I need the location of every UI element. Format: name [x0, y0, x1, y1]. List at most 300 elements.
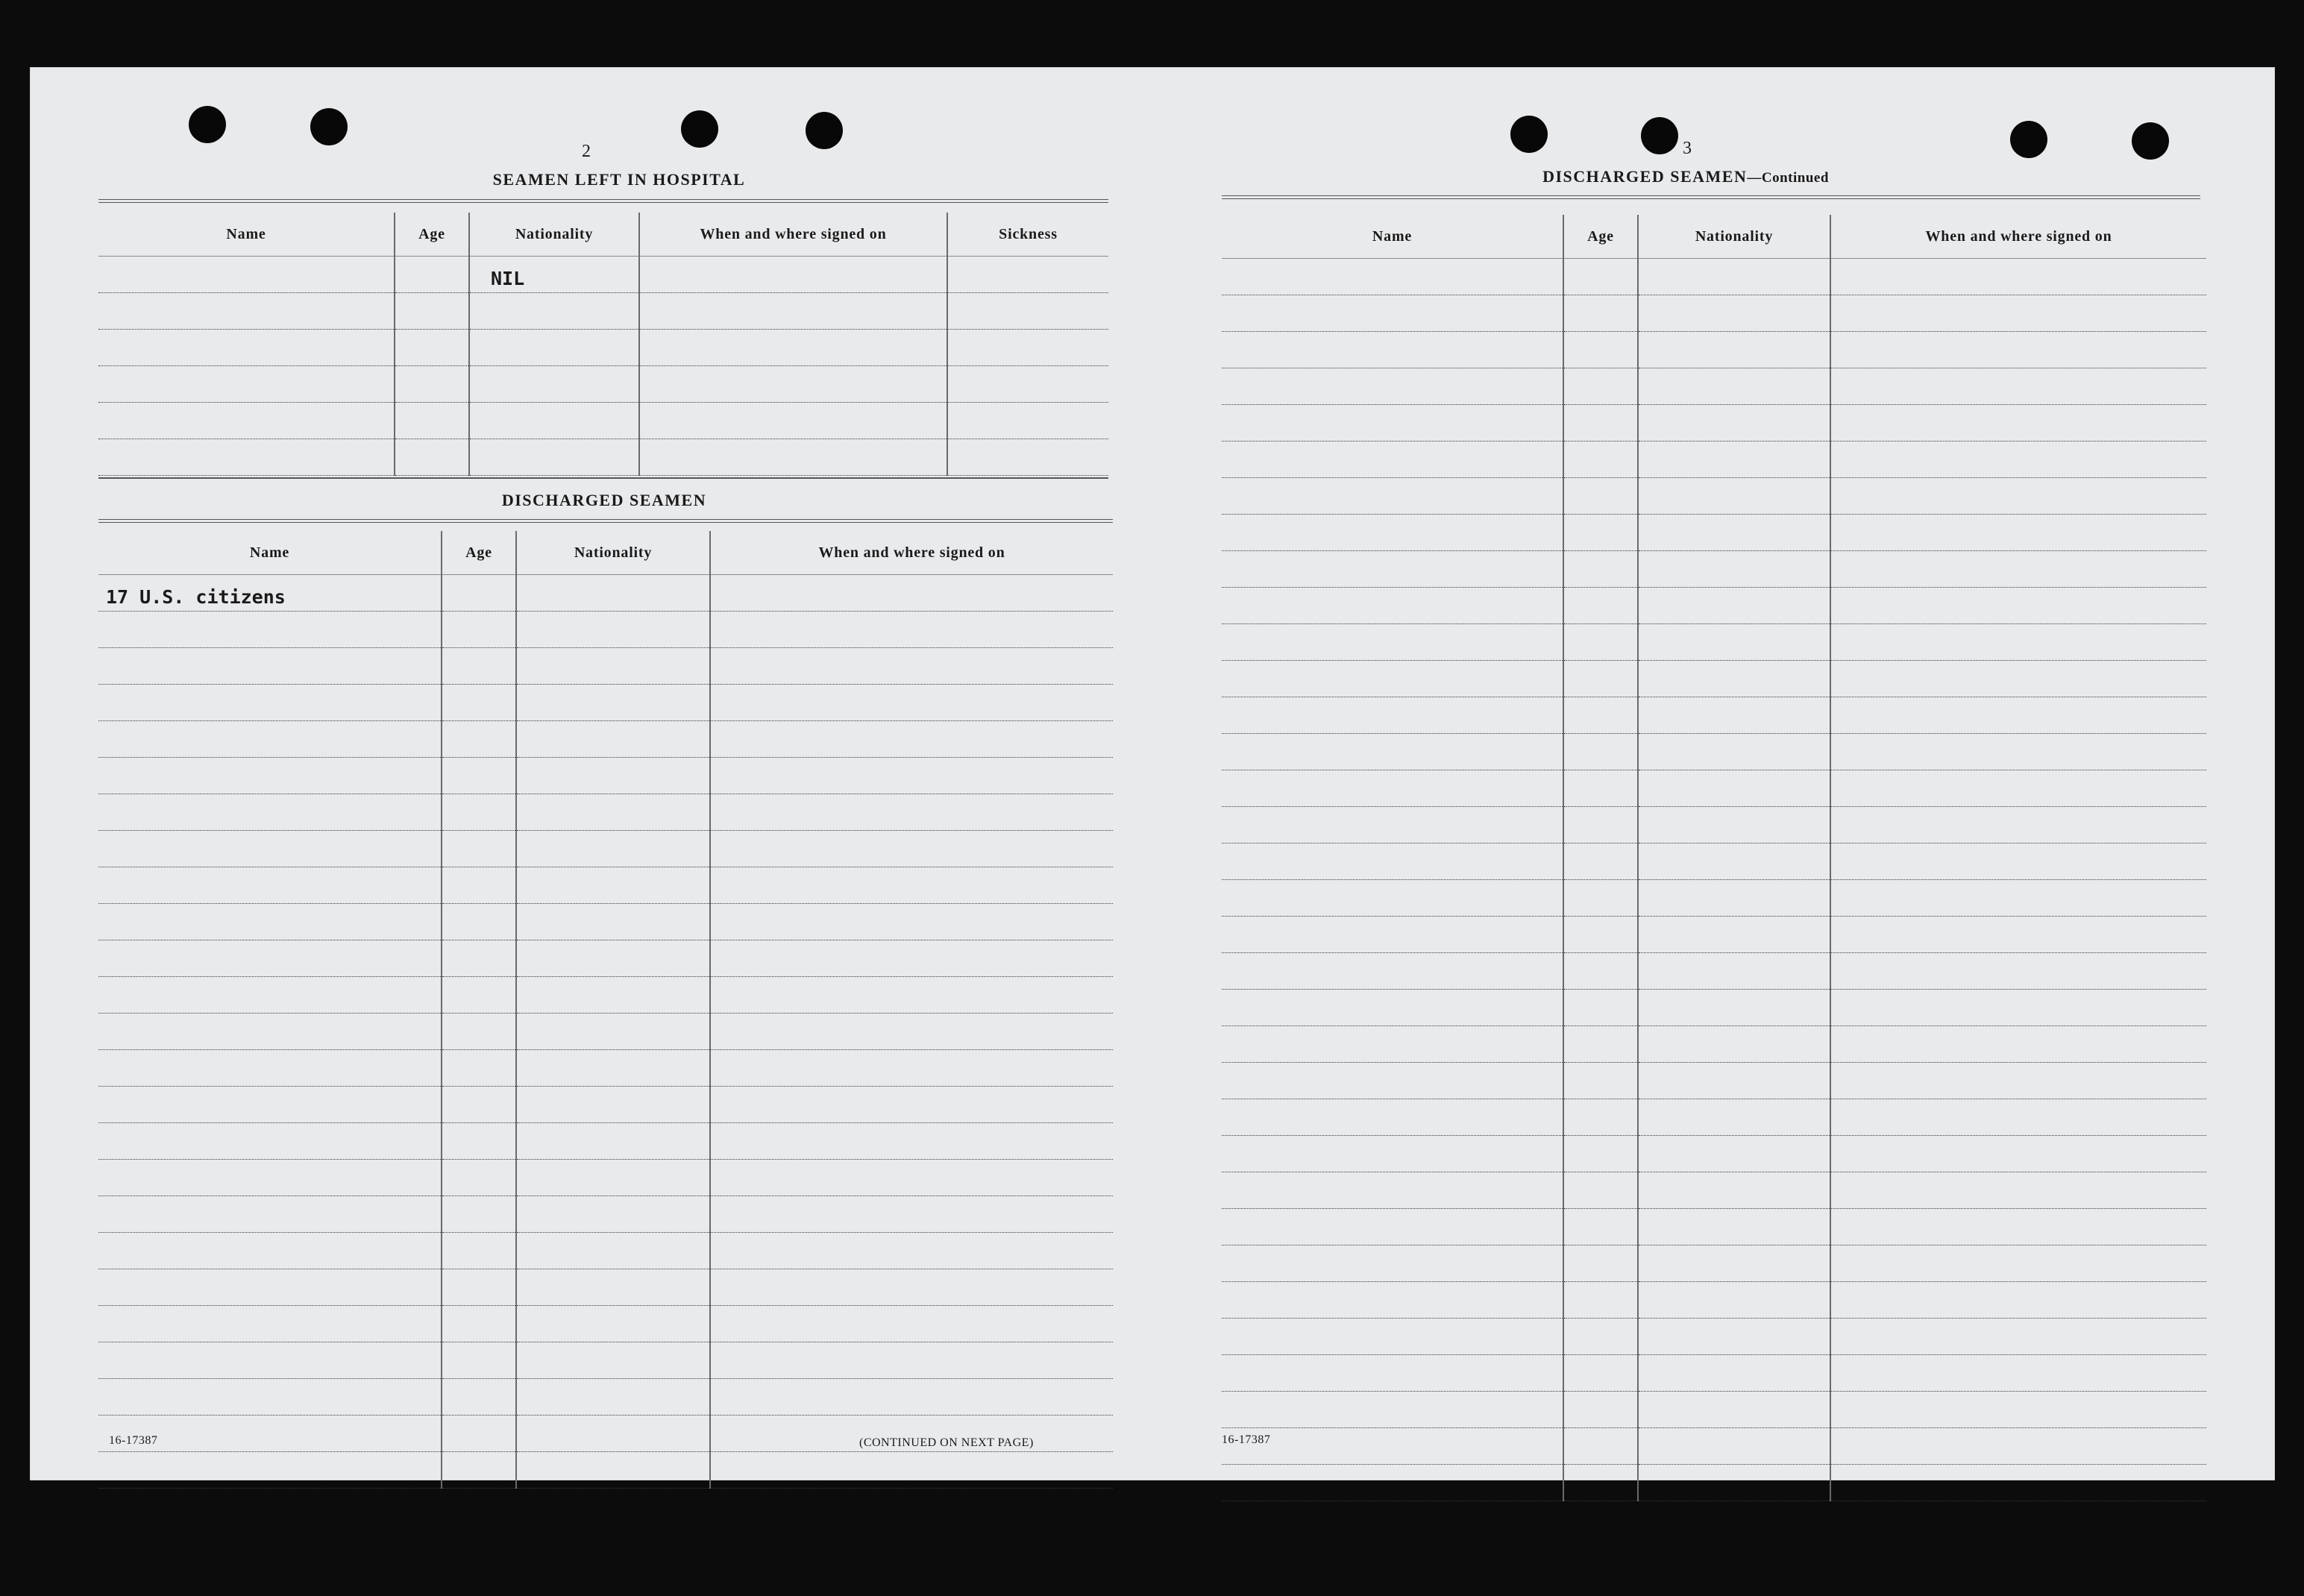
table-cell	[516, 758, 710, 794]
table-cell	[98, 1379, 442, 1416]
table-cell	[516, 1233, 710, 1269]
column-header-nationality: Nationality	[469, 213, 639, 257]
table-cell	[1563, 990, 1638, 1026]
table-cell	[516, 1196, 710, 1233]
table-cell	[1638, 1465, 1830, 1501]
table-cell	[1222, 1465, 1563, 1501]
table-cell	[98, 1452, 442, 1489]
table-cell	[639, 439, 947, 476]
table-cell	[1830, 880, 2206, 917]
column-header-signed-on: When and where signed on	[1830, 215, 2206, 259]
table-cell	[516, 1123, 710, 1160]
table-row	[1222, 1099, 2206, 1136]
table-cell	[1638, 588, 1830, 624]
table-cell	[442, 977, 516, 1014]
table-cell	[1563, 368, 1638, 405]
table-row	[1222, 515, 2206, 551]
table-cell	[1222, 1392, 1563, 1428]
table-cell	[1222, 295, 1563, 332]
table-cell	[1222, 807, 1563, 843]
table-row	[98, 1014, 1113, 1050]
table-cell	[516, 1452, 710, 1489]
table-cell	[947, 330, 1108, 366]
table-row	[98, 612, 1113, 648]
table-cell	[710, 904, 1113, 940]
page-number: 3	[1683, 139, 1692, 158]
table-cell	[98, 1160, 442, 1196]
table-cell	[442, 1379, 516, 1416]
column-header-nationality: Nationality	[1638, 215, 1830, 259]
table-cell	[1830, 1355, 2206, 1392]
column-header-nationality: Nationality	[516, 531, 710, 575]
table-cell	[516, 575, 710, 612]
table-cell	[1222, 1172, 1563, 1209]
section-divider	[98, 477, 1108, 479]
table-cell	[1222, 770, 1563, 807]
table-cell	[442, 1014, 516, 1050]
table-cell	[710, 1123, 1113, 1160]
table-cell	[442, 1306, 516, 1342]
table-cell	[710, 685, 1113, 721]
table-cell	[1830, 1392, 2206, 1428]
table-cell	[1222, 1319, 1563, 1355]
table-cell	[1830, 1282, 2206, 1319]
column-header-age: Age	[395, 213, 469, 257]
table-cell	[469, 403, 639, 439]
table-cell	[1830, 515, 2206, 551]
table-cell	[1563, 843, 1638, 880]
column-header-name: Name	[98, 531, 442, 575]
table-cell	[1563, 770, 1638, 807]
table-cell	[1830, 1099, 2206, 1136]
table-cell	[516, 1416, 710, 1452]
table-row	[1222, 1245, 2206, 1282]
table-cell	[1638, 368, 1830, 405]
table-cell	[1563, 1026, 1638, 1063]
table-cell	[710, 940, 1113, 977]
table-cell	[1563, 624, 1638, 661]
table-cell	[1638, 515, 1830, 551]
table-cell	[1830, 588, 2206, 624]
table-row	[1222, 953, 2206, 990]
table-cell	[639, 403, 947, 439]
table-row	[1222, 880, 2206, 917]
table-row	[98, 1379, 1113, 1416]
table-cell	[442, 648, 516, 685]
table-cell	[395, 330, 469, 366]
table-cell	[710, 867, 1113, 904]
table-row	[1222, 1136, 2206, 1172]
table-row	[98, 257, 1108, 293]
table-cell	[442, 575, 516, 612]
table-cell	[639, 366, 947, 403]
table-cell	[1830, 1465, 2206, 1501]
table-row	[1222, 917, 2206, 953]
table-cell	[442, 794, 516, 831]
table-cell	[1563, 405, 1638, 442]
table-cell	[1222, 368, 1563, 405]
form-number: 16-17387	[1222, 1433, 1271, 1446]
table-cell	[98, 366, 395, 403]
table-row	[98, 1342, 1113, 1379]
table-cell	[1222, 1026, 1563, 1063]
table-cell	[1638, 442, 1830, 478]
table-cell	[98, 439, 395, 476]
table-cell	[1638, 880, 1830, 917]
table-cell	[442, 940, 516, 977]
table-cell	[1222, 588, 1563, 624]
table-cell	[442, 1416, 516, 1452]
table-cell	[516, 1342, 710, 1379]
table-cell	[442, 1269, 516, 1306]
table-cell	[442, 721, 516, 758]
table-row	[98, 1050, 1113, 1087]
table-cell	[1563, 478, 1638, 515]
table-cell	[1222, 478, 1563, 515]
table-cell	[516, 1087, 710, 1123]
table-cell	[442, 1342, 516, 1379]
table-cell	[1563, 332, 1638, 368]
table-cell	[947, 439, 1108, 476]
table-cell	[395, 293, 469, 330]
table-row	[98, 1160, 1113, 1196]
table-cell	[98, 1123, 442, 1160]
table-cell	[1830, 295, 2206, 332]
table-cell	[1563, 1063, 1638, 1099]
table-cell	[710, 1452, 1113, 1489]
table-cell	[1830, 770, 2206, 807]
table-cell	[469, 366, 639, 403]
table-cell	[1830, 1428, 2206, 1465]
table-row	[1222, 624, 2206, 661]
table-cell	[442, 904, 516, 940]
table-cell	[1563, 295, 1638, 332]
table-cell	[516, 1160, 710, 1196]
table-cell	[710, 1269, 1113, 1306]
table-cell	[1563, 661, 1638, 697]
table-cell	[710, 575, 1113, 612]
table-cell	[710, 721, 1113, 758]
table-row	[98, 1123, 1113, 1160]
table-cell	[1638, 1026, 1830, 1063]
table-cell	[1563, 1172, 1638, 1209]
table-row	[98, 904, 1113, 940]
table-cell	[442, 1196, 516, 1233]
table-cell	[639, 257, 947, 293]
document-sheet	[30, 67, 2275, 1480]
table-cell	[710, 1196, 1113, 1233]
table-cell	[1638, 953, 1830, 990]
table-cell	[98, 904, 442, 940]
column-header-name: Name	[1222, 215, 1563, 259]
table-cell	[442, 1123, 516, 1160]
table-cell	[1638, 1063, 1830, 1099]
table-cell	[516, 977, 710, 1014]
table-cell	[442, 758, 516, 794]
column-header-signed-on: When and where signed on	[710, 531, 1113, 575]
table-row	[1222, 770, 2206, 807]
table-cell	[98, 831, 442, 867]
table-row	[1222, 551, 2206, 588]
table-cell	[98, 1306, 442, 1342]
table-cell	[442, 1050, 516, 1087]
table-row	[1222, 478, 2206, 515]
table-row	[1222, 1319, 2206, 1355]
table-row	[98, 1452, 1113, 1489]
table-row	[1222, 1172, 2206, 1209]
table-cell	[1830, 442, 2206, 478]
table-cell	[1638, 624, 1830, 661]
table-cell	[1563, 1465, 1638, 1501]
table-row	[1222, 442, 2206, 478]
table-cell	[710, 1014, 1113, 1050]
table-cell	[516, 867, 710, 904]
table-cell	[1830, 917, 2206, 953]
table-cell	[1222, 697, 1563, 734]
table-row	[1222, 843, 2206, 880]
table-cell	[1830, 1136, 2206, 1172]
table-cell	[469, 293, 639, 330]
table-cell	[395, 366, 469, 403]
table-cell	[1638, 734, 1830, 770]
table-cell	[1638, 1245, 1830, 1282]
table-cell	[98, 721, 442, 758]
column-header-age: Age	[442, 531, 516, 575]
table-cell	[516, 794, 710, 831]
table-cell	[1222, 1136, 1563, 1172]
table-cell	[1638, 1355, 1830, 1392]
table-row	[1222, 405, 2206, 442]
table-cell	[516, 904, 710, 940]
table-cell	[1222, 1245, 1563, 1282]
column-header-sickness: Sickness	[947, 213, 1108, 257]
column-header-signed-on: When and where signed on	[639, 213, 947, 257]
table-row	[1222, 697, 2206, 734]
table-cell	[1563, 442, 1638, 478]
table-row	[98, 330, 1108, 366]
table-cell	[516, 940, 710, 977]
table-cell	[1830, 697, 2206, 734]
table-row	[98, 648, 1113, 685]
table-cell	[1638, 1172, 1830, 1209]
discharged-continued-title	[1507, 167, 1865, 186]
table-row	[98, 685, 1113, 721]
table-cell	[98, 940, 442, 977]
table-cell	[1563, 1245, 1638, 1282]
table-cell	[1563, 1099, 1638, 1136]
table-cell	[1830, 1172, 2206, 1209]
table-cell	[98, 1050, 442, 1087]
table-cell	[1638, 843, 1830, 880]
table-cell	[1563, 1355, 1638, 1392]
table-cell	[98, 612, 442, 648]
table-cell	[1222, 624, 1563, 661]
table-cell	[1563, 1209, 1638, 1245]
table-cell	[442, 612, 516, 648]
header-rule	[1222, 195, 2200, 199]
table-cell	[1830, 990, 2206, 1026]
table-cell	[1563, 880, 1638, 917]
table-cell	[710, 831, 1113, 867]
table-cell	[1638, 1099, 1830, 1136]
table-cell	[1563, 917, 1638, 953]
table-row	[1222, 1428, 2206, 1465]
table-row	[1222, 1063, 2206, 1099]
table-cell	[98, 293, 395, 330]
table-row	[98, 794, 1113, 831]
table-cell	[1563, 259, 1638, 295]
table-cell	[1830, 368, 2206, 405]
table-cell	[442, 1452, 516, 1489]
table-row	[98, 867, 1113, 904]
table-row	[98, 366, 1108, 403]
table-cell	[1830, 551, 2206, 588]
table-cell	[1563, 1428, 1638, 1465]
table-cell	[1563, 734, 1638, 770]
table-cell	[1638, 551, 1830, 588]
table-cell	[1563, 953, 1638, 990]
table-cell	[1638, 1428, 1830, 1465]
table-row	[1222, 807, 2206, 843]
table-cell: NIL	[469, 257, 639, 293]
table-cell	[395, 439, 469, 476]
section-title-suffix: —Continued	[1747, 170, 1829, 186]
table-cell	[1222, 1209, 1563, 1245]
table-cell	[1638, 807, 1830, 843]
table-cell	[98, 977, 442, 1014]
table-cell	[1830, 624, 2206, 661]
table-row	[1222, 1209, 2206, 1245]
table-cell	[442, 1233, 516, 1269]
table-cell	[1638, 259, 1830, 295]
table-cell	[442, 685, 516, 721]
table-cell	[710, 1233, 1113, 1269]
table-row	[98, 439, 1108, 476]
table-cell	[1830, 332, 2206, 368]
section-title-text: DISCHARGED SEAMEN	[1542, 167, 1748, 186]
table-row	[1222, 259, 2206, 295]
table-cell	[1830, 661, 2206, 697]
table-cell	[1638, 697, 1830, 734]
table-cell	[1222, 259, 1563, 295]
table-cell	[710, 1087, 1113, 1123]
table-cell	[516, 1306, 710, 1342]
table-cell	[1563, 1136, 1638, 1172]
table-cell	[1222, 843, 1563, 880]
table-cell	[1563, 1392, 1638, 1428]
discharged-table-continued	[1222, 215, 2206, 1501]
table-cell	[1638, 661, 1830, 697]
table-cell	[98, 758, 442, 794]
table-row	[1222, 661, 2206, 697]
table-cell	[1638, 478, 1830, 515]
table-cell	[1563, 697, 1638, 734]
table-cell	[1563, 1319, 1638, 1355]
table-cell	[442, 831, 516, 867]
table-cell	[1222, 880, 1563, 917]
table-cell	[710, 794, 1113, 831]
table-cell	[469, 330, 639, 366]
discharged-section-title: DISCHARGED SEAMEN	[501, 491, 707, 509]
table-cell	[639, 330, 947, 366]
table-cell	[516, 612, 710, 648]
table-cell	[1638, 332, 1830, 368]
table-cell	[1563, 588, 1638, 624]
table-cell	[1638, 1209, 1830, 1245]
table-cell	[710, 1160, 1113, 1196]
header-rule	[98, 199, 1108, 203]
table-cell	[1638, 770, 1830, 807]
right-page	[1193, 67, 2275, 1480]
table-cell	[516, 1014, 710, 1050]
table-cell	[1222, 405, 1563, 442]
table-cell	[98, 403, 395, 439]
table-row	[98, 1306, 1113, 1342]
table-cell	[1638, 1319, 1830, 1355]
table-cell	[710, 1050, 1113, 1087]
table-cell	[516, 831, 710, 867]
table-cell	[710, 1342, 1113, 1379]
table-cell	[98, 1233, 442, 1269]
table-cell	[1222, 1355, 1563, 1392]
table-cell	[1222, 1063, 1563, 1099]
table-cell	[1563, 1282, 1638, 1319]
table-row	[1222, 1392, 2206, 1428]
table-cell	[516, 1050, 710, 1087]
left-page	[30, 67, 1149, 1480]
table-cell	[947, 293, 1108, 330]
table-cell	[1222, 332, 1563, 368]
table-row	[1222, 734, 2206, 770]
table-cell	[710, 758, 1113, 794]
table-cell	[1222, 917, 1563, 953]
table-cell	[1222, 1282, 1563, 1319]
table-row	[98, 977, 1113, 1014]
table-cell	[1830, 734, 2206, 770]
discharged-table	[98, 531, 1113, 1489]
table-cell	[1830, 478, 2206, 515]
table-row	[98, 293, 1108, 330]
table-cell	[947, 257, 1108, 293]
table-cell	[1638, 990, 1830, 1026]
table-cell	[98, 867, 442, 904]
table-row	[1222, 588, 2206, 624]
table-row	[98, 403, 1108, 439]
table-cell	[1638, 917, 1830, 953]
table-cell	[1830, 405, 2206, 442]
table-cell	[1563, 551, 1638, 588]
table-cell	[98, 648, 442, 685]
table-row	[98, 831, 1113, 867]
table-cell	[1830, 259, 2206, 295]
table-cell	[1830, 843, 2206, 880]
table-cell	[395, 403, 469, 439]
table-cell	[1830, 1209, 2206, 1245]
table-cell	[947, 403, 1108, 439]
form-number: 16-17387	[109, 1434, 158, 1447]
table-cell	[1563, 515, 1638, 551]
table-cell	[1830, 1245, 2206, 1282]
table-cell	[98, 794, 442, 831]
table-row	[98, 721, 1113, 758]
table-cell	[1222, 661, 1563, 697]
table-cell	[1222, 1428, 1563, 1465]
column-header-name: Name	[98, 213, 395, 257]
table-cell	[442, 1087, 516, 1123]
table-row	[1222, 295, 2206, 332]
table-cell	[1563, 807, 1638, 843]
table-cell	[1222, 515, 1563, 551]
